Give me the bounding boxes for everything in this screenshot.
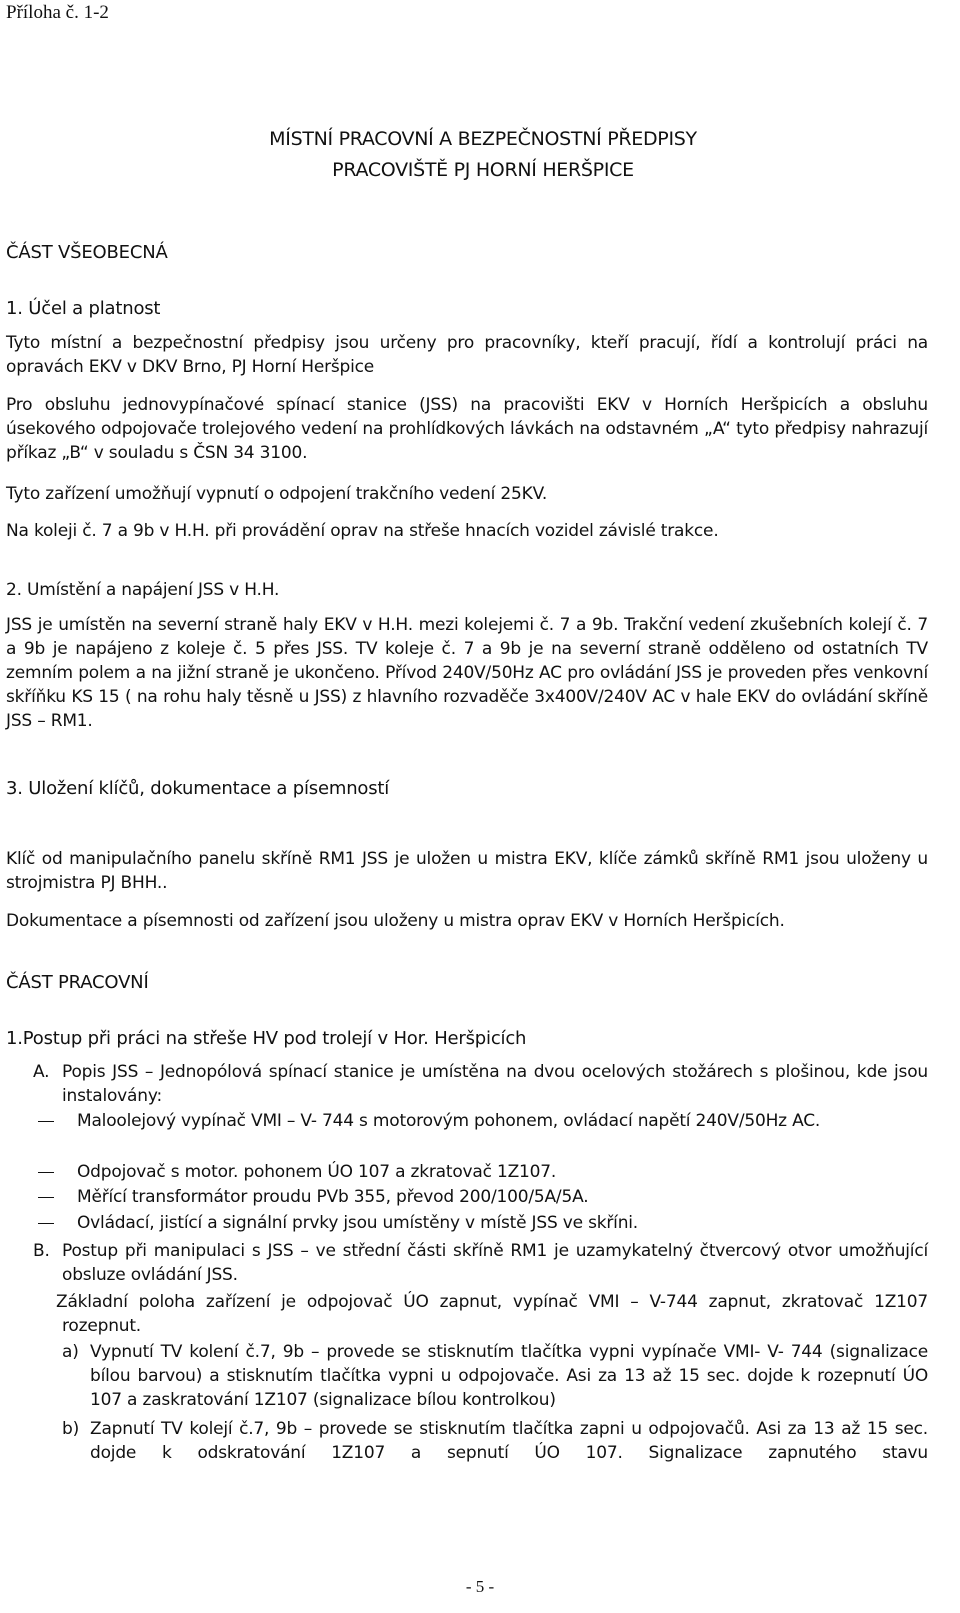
section-2-paragraph: JSS je umístěn na severní straně haly EKV v H.H. mezi kolejemi č. 7 a 9b. Trakční vedení zkušebních kolejí č. 7 a 9b je napájeno z koleje č. 5 přes JSS. TV koleje č. 7 a 9b je na severní straně odděleno od ostatních TV zemním polem a na jižní straně je ukončeno. Přívod 240V/50Hz AC pro ovládání JSS je proveden přes venkovní skříňku KS 15 ( na rohu haly těsně u JSS) z hlavního rozvaděče 3x400V/240V AC v hale EKV do ovládání skříně JSS – RM1. (6, 615, 928, 731)
work-section-1-heading: 1.Postup při práci na střeše HV pod trolejí v Hor. Heršpicích (6, 1028, 527, 1049)
dash-bullet (38, 1223, 54, 1224)
step-b-text: Zapnutí TV kolejí č.7, 9b – provede se stisknutím tlačítka zapni u odpojovačů. Asi za 13 až 15 sec. dojde k odskratování 1Z107 a sepnutí ÚO 107. Signalizace zapnutého stavu (90, 1419, 928, 1463)
item-a-list-4: Ovládací, jistící a signální prvky jsou umístěny v místě JSS ve skříni. (77, 1213, 638, 1233)
section-1-paragraph-3: Tyto zařízení umožňují vypnutí o odpojení trakčního vedení 25KV. (6, 484, 548, 504)
step-b-marker: b) (62, 1419, 80, 1439)
item-a-marker: A. (33, 1062, 50, 1082)
item-a-list-2: Odpojovač s motor. pohonem ÚO 107 a zkratovač 1Z107. (77, 1162, 557, 1182)
step-a-marker: a) (62, 1342, 79, 1362)
item-a-list-3: Měřící transformátor proudu PVb 355, převod 200/100/5A/5A. (77, 1187, 589, 1207)
page-number: - 5 - (465, 1577, 495, 1596)
document-title: MÍSTNÍ PRACOVNÍ A BEZPEČNOSTNÍ PŘEDPISY (269, 128, 697, 150)
item-a-list-1: Maloolejový vypínač VMI – V- 744 s motorovým pohonem, ovládací napětí 240V/50Hz AC. (77, 1111, 821, 1131)
section-1-paragraph-2: Pro obsluhu jednovypínačové spínací stanice (JSS) na pracovišti EKV v Horních Heršpicích a obsluhu úsekového odpojovače trolejového vedení na prohlídkových lávkách na odstavném „A“ tyto předpisy nahrazují příkaz „B“ v souladu s ČSN 34 3100. (6, 395, 928, 463)
section-1-heading: 1. Účel a platnost (6, 298, 161, 319)
part-general-heading: ČÁST VŠEOBECNÁ (6, 242, 168, 263)
dash-bullet (38, 1121, 54, 1122)
attachment-label: Příloha č. 1-2 (6, 2, 109, 23)
dash-bullet (38, 1197, 54, 1198)
part-work-heading: ČÁST PRACOVNÍ (6, 972, 149, 993)
section-3-heading: 3. Uložení klíčů, dokumentace a písemností (6, 778, 390, 799)
step-a-text: Vypnutí TV kolení č.7, 9b – provede se stisknutím tlačítka vypni vypínače VMI- V- 744 (signalizace bílou barvou) a stisknutím tlačítka vypni u odpojovače. Asi za 13 až 15 sec. dojde k rozepnutí ÚO 107 a zaskratování 1Z107 (signalizace bílou kontrolkou) (90, 1342, 928, 1410)
item-b-text: Postup při manipulaci s JSS – ve střední části skříně RM1 je uzamykatelný čtvercový otvor umožňující obsluze ovládání JSS. (62, 1241, 928, 1285)
section-1-paragraph-1: Tyto místní a bezpečnostní předpisy jsou určeny pro pracovníky, kteří pracují, řídí a kontrolují práci na opravách EKV v DKV Brno, PJ Horní Heršpice (6, 333, 928, 377)
document-subtitle: PRACOVIŠTĚ PJ HORNÍ HERŠPICE (332, 159, 634, 181)
dash-bullet (38, 1172, 54, 1173)
item-a-text: Popis JSS – Jednopólová spínací stanice je umístěna na dvou ocelových stožárech s plošinou, kde jsou instalovány: (62, 1062, 928, 1106)
item-b-marker: B. (33, 1241, 50, 1261)
section-1-paragraph-4: Na koleji č. 7 a 9b v H.H. při provádění oprav na střeše hnacích vozidel závislé trakce. (6, 521, 719, 541)
item-b-basic-position: Základní poloha zařízení je odpojovač ÚO zapnut, vypínač VMI – V-744 zapnut, zkratovač 1Z107 rozepnut. (56, 1292, 928, 1336)
section-2-heading: 2. Umístění a napájení JSS v H.H. (6, 580, 280, 600)
section-3-paragraph-1: Klíč od manipulačního panelu skříně RM1 JSS je uložen u mistra EKV, klíče zámků skříně RM1 jsou uloženy u strojmistra PJ BHH.. (6, 849, 928, 893)
section-3-paragraph-2: Dokumentace a písemnosti od zařízení jsou uloženy u mistra oprav EKV v Horních Heršpicích. (6, 911, 785, 931)
